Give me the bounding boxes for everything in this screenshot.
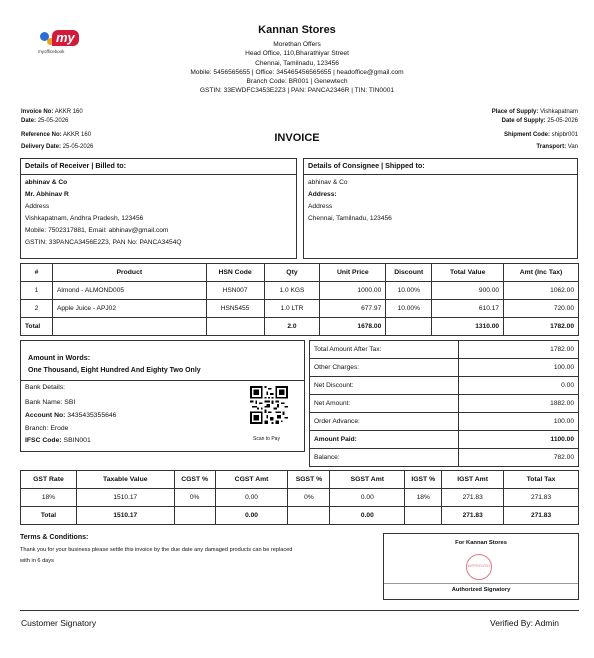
gst-cell: 18%: [405, 489, 442, 507]
invoice-date-row: Date: 25-05-2026: [21, 118, 69, 124]
summary-label: Order Advance:: [310, 413, 459, 431]
authorized-signatory-label: Authorized Signatory: [451, 587, 511, 593]
date-of-supply-row: Date of Supply: 25-05-2026: [501, 118, 578, 124]
table-cell: 1.0 LTR: [264, 300, 320, 318]
summary-value: 782.00: [459, 449, 579, 467]
items-header-row: [21, 264, 579, 282]
delivery-date-row: Delivery Date: 25-05-2026: [21, 144, 94, 150]
gst-header-cell: GST Rate: [21, 471, 77, 489]
bank-account-row: Account No: 3435435355646: [25, 412, 117, 419]
gst-header-cell: CGST %: [174, 471, 215, 489]
reference-no: AKKR 160: [63, 132, 92, 138]
table-cell: 1.0 KGS: [264, 282, 320, 300]
delivery-date: 25-05-2026: [62, 144, 94, 150]
gst-row: [21, 489, 579, 507]
gst-cell: 18%: [21, 489, 77, 507]
summary-row: [310, 431, 579, 449]
receiver-address-label: Address: [25, 203, 50, 210]
total-cell: [206, 318, 264, 336]
receiver-tax: GSTIN: 33PANCA3456E2Z3, PAN No: PANCA3454Q: [25, 239, 182, 246]
receiver-person: Mr. Abhinav R: [25, 191, 69, 198]
terms-heading: Terms & Conditions:: [20, 534, 89, 541]
shipment-code-row: Shipment Code: shipbr001: [503, 132, 578, 138]
consignee-address-label: Address: [308, 203, 333, 210]
gst-cell: 0%: [288, 489, 330, 507]
amount-words-label: Amount in Words:: [28, 353, 91, 362]
gst-total-cell: [405, 507, 442, 525]
company-address2: Chennai, Tamilnadu, 123456: [255, 59, 339, 67]
logo-subtitle: myofficebook: [38, 49, 65, 54]
gst-header-cell: SGST %: [288, 471, 330, 489]
for-company-label: For Kannan Stores: [455, 540, 507, 546]
summary-value: 1100.00: [459, 431, 579, 449]
table-row: [21, 300, 579, 318]
gst-cell: 271.83: [442, 489, 504, 507]
customer-signatory: Customer Signatory: [21, 618, 97, 628]
gst-cell: 0%: [174, 489, 215, 507]
gst-total-cell: [174, 507, 215, 525]
consignee-box: [303, 158, 578, 259]
receiver-box: [20, 158, 297, 259]
gst-cell: 0.00: [330, 489, 405, 507]
bank-branch: Erode: [50, 425, 69, 432]
terms-line2: with in 6 days: [20, 558, 54, 564]
gst-header-cell: IGST %: [405, 471, 442, 489]
summary-value: 100.00: [459, 413, 579, 431]
summary-table: [309, 340, 579, 467]
gst-total-row: [21, 507, 579, 525]
gst-header-row: [21, 471, 579, 489]
transport-row: Transport: Van: [536, 144, 578, 150]
company-logo: [38, 28, 98, 68]
summary-label: Total Amount After Tax:: [310, 341, 459, 359]
amount-words-value: One Thousand, Eight Hundred And Eighty Two Only: [28, 367, 201, 374]
bank-account: 3435435355646: [67, 412, 117, 419]
summary-label: Balance:: [310, 449, 459, 467]
gst-header-cell: Total Tax: [504, 471, 579, 489]
summary-value: 1782.00: [459, 341, 579, 359]
receiver-heading: Details of Receiver | Billed to:: [21, 159, 296, 175]
consignee-address-label-bold: Address:: [308, 191, 337, 198]
items-header-cell: Amt (Inc Tax): [504, 264, 579, 282]
summary-row: [310, 449, 579, 467]
table-cell: Almond - ALMOND005: [52, 282, 206, 300]
table-cell: 1000.00: [320, 282, 386, 300]
signature-divider: [384, 583, 578, 584]
gst-cell: 1510.17: [76, 489, 174, 507]
summary-row: [310, 377, 579, 395]
gst-total-cell: 0.00: [330, 507, 405, 525]
table-cell: 1062.00: [504, 282, 579, 300]
summary-value: 100.00: [459, 359, 579, 377]
company-branch: Branch Code: BR001 | Genewtech: [246, 78, 348, 86]
table-row: [21, 282, 579, 300]
summary-label: Net Discount:: [310, 377, 459, 395]
consignee-address: Chennai, Tamilnadu, 123456: [308, 215, 392, 222]
table-cell: 10.00%: [386, 282, 432, 300]
total-cell: Total: [21, 318, 53, 336]
bank-name: SBI: [64, 399, 76, 406]
consignee-heading: Details of Consignee | Shipped to:: [304, 159, 577, 175]
table-cell: 677.97: [320, 300, 386, 318]
items-total-row: [21, 318, 579, 336]
company-tax: GSTIN: 33EWDFC3453E2Z3 | PAN: PANCA2346R | TIN: TIN0001: [199, 87, 395, 95]
bank-heading: Bank Details:: [25, 384, 66, 391]
gst-table: [20, 470, 579, 525]
summary-row: [310, 413, 579, 431]
bank-ifsc: SBIN001: [63, 437, 91, 444]
gst-total-cell: 271.83: [504, 507, 579, 525]
table-cell: 900.00: [432, 282, 504, 300]
gst-header-cell: Taxable Value: [76, 471, 174, 489]
payment-qr-code: [250, 386, 288, 424]
terms-line1: Thank you for your business please settle this invoice by the due date any damaged products can be replaced: [20, 547, 293, 553]
bank-ifsc-row: IFSC Code: SBIN001: [25, 437, 91, 444]
bank-branch-row: Branch: Erode: [25, 425, 69, 432]
table-cell: 1: [21, 282, 53, 300]
total-cell: [52, 318, 206, 336]
consignee-company: abhinav & Co: [308, 179, 348, 186]
items-header-cell: HSN Code: [206, 264, 264, 282]
total-cell: 1782.00: [504, 318, 579, 336]
divider: [21, 380, 305, 381]
gst-header-cell: SGST Amt: [330, 471, 405, 489]
gst-total-cell: 271.83: [442, 507, 504, 525]
gst-header-cell: CGST Amt: [215, 471, 288, 489]
invoice-title: INVOICE: [274, 132, 320, 144]
table-cell: 10.00%: [386, 300, 432, 318]
footer-divider: [20, 610, 579, 611]
company-stamp: APPROVED: [466, 554, 492, 580]
gst-total-cell: 0.00: [215, 507, 288, 525]
items-header-cell: #: [21, 264, 53, 282]
verified-by: Verified By: Admin: [490, 618, 559, 628]
table-cell: HSN5455: [206, 300, 264, 318]
summary-label: Amount Paid:: [310, 431, 459, 449]
gst-cell: 0.00: [215, 489, 288, 507]
bank-name-row: Bank Name: SBI: [25, 399, 76, 406]
table-cell: 610.17: [432, 300, 504, 318]
company-name: Kannan Stores: [258, 24, 336, 36]
company-address1: Head Office, 110,Bharathiyar Street: [245, 50, 349, 58]
summary-row: [310, 395, 579, 413]
invoice-no-row: Invoice No: AKKR 160: [21, 109, 83, 115]
table-cell: Apple Juice - APJ02: [52, 300, 206, 318]
items-table: [20, 263, 579, 336]
table-cell: HSN007: [206, 282, 264, 300]
summary-row: [310, 341, 579, 359]
items-header-cell: Discount: [386, 264, 432, 282]
company-tagline: Morethan Offers: [273, 41, 321, 48]
summary-value: 0.00: [459, 377, 579, 395]
gst-cell: 271.83: [504, 489, 579, 507]
receiver-contact: Mobile: 7502317881, Email: abhinav@gmail.com: [25, 227, 169, 234]
gst-total-cell: [288, 507, 330, 525]
items-header-cell: Total Value: [432, 264, 504, 282]
logo-mark: my: [52, 30, 79, 46]
gst-total-cell: Total: [21, 507, 77, 525]
receiver-company: abhinav & Co: [25, 179, 68, 186]
total-cell: 2.0: [264, 318, 320, 336]
total-cell: [386, 318, 432, 336]
summary-row: [310, 359, 579, 377]
scan-to-pay-label: Scan to Pay: [253, 436, 280, 442]
invoice-no: AKKR 160: [54, 109, 83, 115]
summary-value: 1882.00: [459, 395, 579, 413]
items-header-cell: Qty: [264, 264, 320, 282]
receiver-address: Vishkapatnam, Andhra Pradesh, 123456: [25, 215, 144, 222]
summary-label: Net Amount:: [310, 395, 459, 413]
table-cell: 720.00: [504, 300, 579, 318]
company-contact: Mobile: 5456565655 | Office: 345465456565655 | headoffice@gmail.com: [190, 68, 404, 76]
company-header: [160, 24, 434, 96]
total-cell: 1678.00: [320, 318, 386, 336]
total-cell: 1310.00: [432, 318, 504, 336]
items-header-cell: Product: [52, 264, 206, 282]
gst-total-cell: 1510.17: [76, 507, 174, 525]
items-header-cell: Unit Price: [320, 264, 386, 282]
table-cell: 2: [21, 300, 53, 318]
gst-header-cell: IGST Amt: [442, 471, 504, 489]
invoice-date: 25-05-2026: [37, 118, 69, 124]
place-of-supply-row: Place of Supply: Vishkapatnam: [491, 109, 578, 115]
reference-no-row: Reference No: AKKR 160: [21, 132, 92, 138]
summary-label: Other Charges:: [310, 359, 459, 377]
